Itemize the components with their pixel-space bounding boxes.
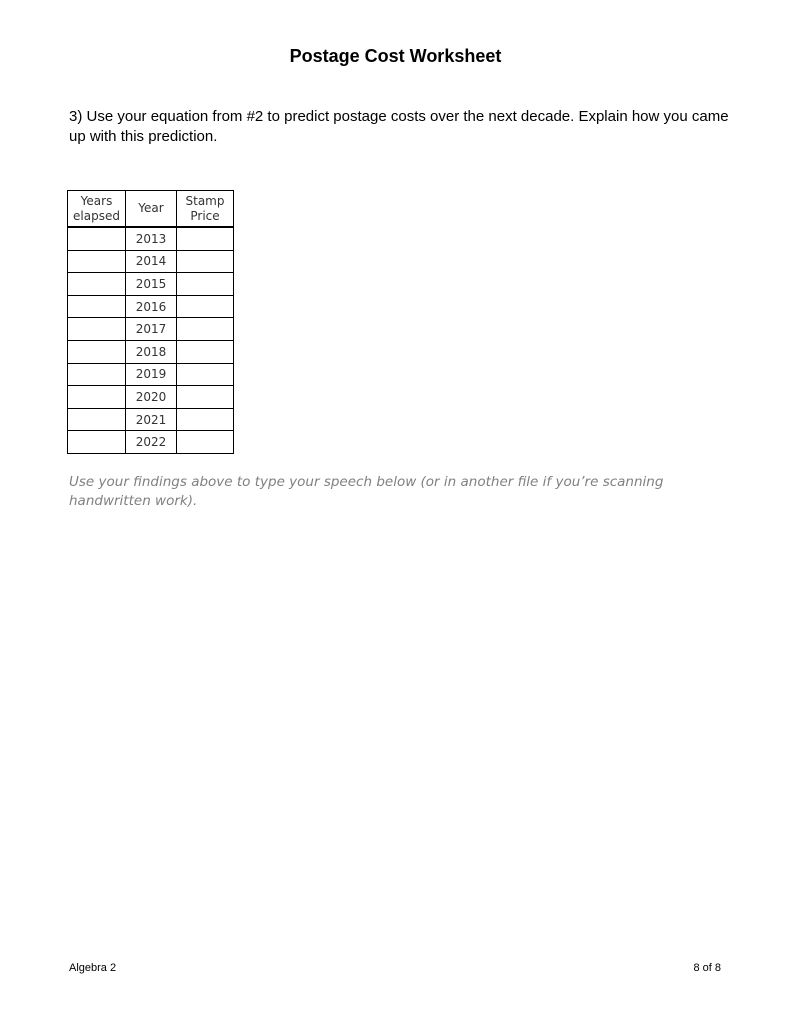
table-row [68,250,234,273]
header-stamp-price: Stamp Price [177,191,234,228]
footer-course: Algebra 2 [69,962,117,974]
table-row [68,363,234,386]
footer-page-number: 8 of 8 [693,962,721,974]
table-row [68,386,234,409]
question-text: 3) Use your equation from #2 to predict postage costs over the next decade. Explain how you came up with this prediction. [69,108,729,145]
stamp-price-cell[interactable] [177,318,234,341]
year-cell: 2014 [126,250,177,273]
table-row [68,408,234,431]
stamp-price-cell[interactable] [177,408,234,431]
year-cell: 2022 [126,431,177,454]
years-elapsed-cell[interactable] [68,386,126,409]
table-row [68,295,234,318]
stamp-price-cell[interactable] [177,431,234,454]
years-elapsed-cell[interactable] [68,227,126,250]
postage-table [67,190,234,454]
stamp-price-cell[interactable] [177,227,234,250]
table-row [68,431,234,454]
stamp-price-cell[interactable] [177,273,234,296]
table-header-row [68,191,234,228]
year-cell: 2016 [126,295,177,318]
stamp-price-cell[interactable] [177,386,234,409]
page-title: Postage Cost Worksheet [289,46,502,66]
table-row [68,273,234,296]
table-row [68,227,234,250]
stamp-price-cell[interactable] [177,340,234,363]
year-cell: 2020 [126,386,177,409]
years-elapsed-cell[interactable] [68,318,126,341]
instructions-text: Use your findings above to type your speech below (or in another file if you’re scanning handwritten work). [69,474,664,509]
header-year: Year [126,191,177,228]
years-elapsed-cell[interactable] [68,250,126,273]
years-elapsed-cell[interactable] [68,340,126,363]
year-cell: 2013 [126,227,177,250]
year-cell: 2019 [126,363,177,386]
year-cell: 2021 [126,408,177,431]
year-cell: 2015 [126,273,177,296]
years-elapsed-cell[interactable] [68,431,126,454]
years-elapsed-cell[interactable] [68,295,126,318]
table-row [68,340,234,363]
table-row [68,318,234,341]
years-elapsed-cell[interactable] [68,408,126,431]
header-years-elapsed: Years elapsed [68,191,126,228]
stamp-price-cell[interactable] [177,363,234,386]
year-cell: 2018 [126,340,177,363]
years-elapsed-cell[interactable] [68,363,126,386]
years-elapsed-cell[interactable] [68,273,126,296]
stamp-price-cell[interactable] [177,295,234,318]
stamp-price-cell[interactable] [177,250,234,273]
year-cell: 2017 [126,318,177,341]
